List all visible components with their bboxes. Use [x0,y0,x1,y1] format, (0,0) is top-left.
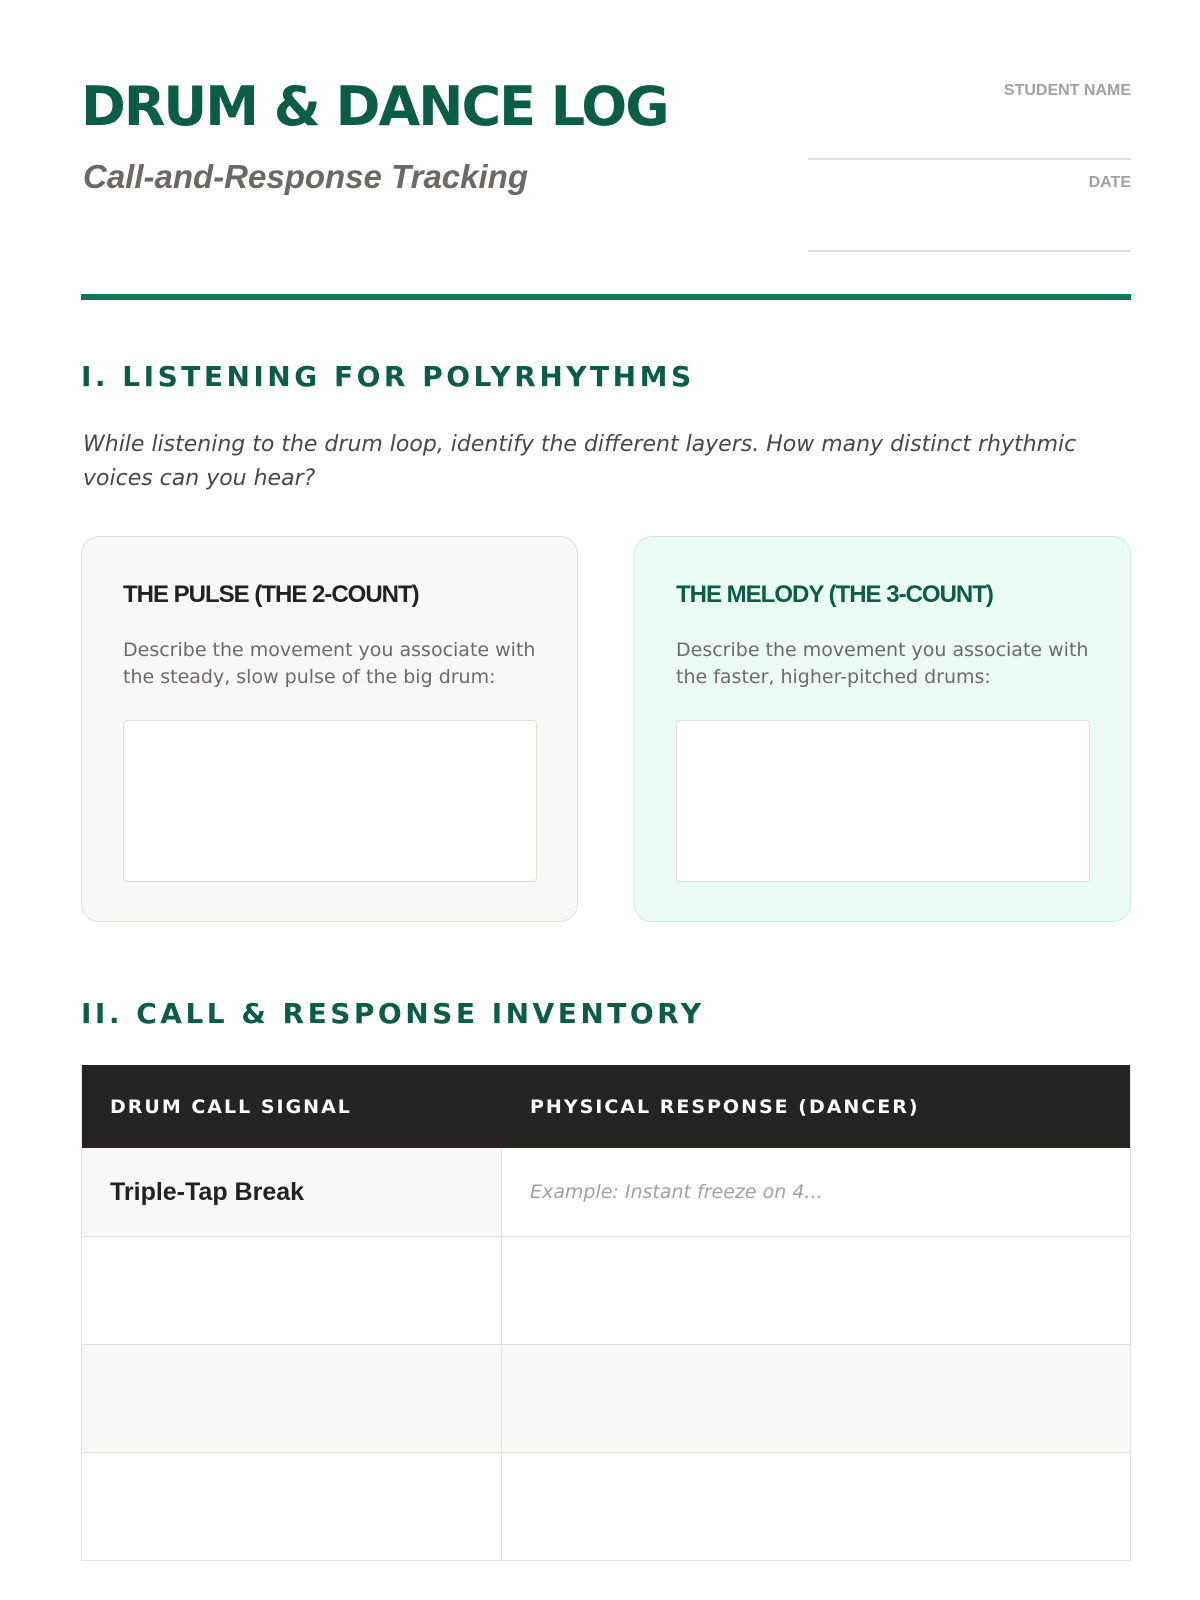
date-line[interactable] [808,250,1131,252]
melody-answer-box[interactable] [676,720,1090,882]
page-subtitle: Call-and-Response Tracking [83,158,529,195]
response-placeholder: Example: Instant freeze on 4... [530,1181,823,1203]
table-row [82,1236,1130,1344]
date-label: DATE [1088,174,1131,191]
response-cell[interactable] [502,1345,1130,1452]
table-row [82,1148,1130,1236]
pulse-card [81,536,578,922]
section-intro: While listening to the drum loop, identify the different layers. How many distinct rhythmic voices can you hear? [83,432,1077,491]
table-row [82,1452,1130,1560]
melody-card-title: THE MELODY (THE 3-COUNT) [676,581,993,608]
section-title-polyrhythms: I. LISTENING FOR POLYRHYTHMS [81,360,695,393]
table-header [82,1065,1130,1148]
response-cell[interactable] [502,1237,1130,1344]
page-title: DRUM & DANCE LOG [81,75,668,138]
call-response-table [81,1065,1131,1561]
student-name-label: STUDENT NAME [1003,82,1131,99]
melody-card-description: Describe the movement you associate with the faster, higher-pitched drums: [676,639,1089,688]
response-cell[interactable] [502,1453,1130,1560]
signal-cell[interactable] [82,1148,502,1236]
signal-cell[interactable] [82,1237,502,1344]
melody-card [634,536,1131,922]
pulse-card-description: Describe the movement you associate with the steady, slow pulse of the big drum: [123,639,536,688]
pulse-answer-box[interactable] [123,720,537,882]
header-divider [81,294,1131,300]
section-title-inventory: II. CALL & RESPONSE INVENTORY [81,997,705,1030]
response-cell[interactable] [502,1148,1130,1236]
column-header-response: PHYSICAL RESPONSE (DANCER) [530,1095,920,1118]
signal-text: Triple-Tap Break [110,1177,305,1206]
signal-cell[interactable] [82,1345,502,1452]
student-name-field[interactable] [808,80,1131,160]
pulse-card-title: THE PULSE (THE 2-COUNT) [123,581,419,608]
column-header-signal: DRUM CALL SIGNAL [110,1095,352,1118]
signal-cell[interactable] [82,1453,502,1560]
date-field[interactable] [808,172,1131,252]
table-row [82,1344,1130,1452]
student-name-line[interactable] [808,158,1131,160]
